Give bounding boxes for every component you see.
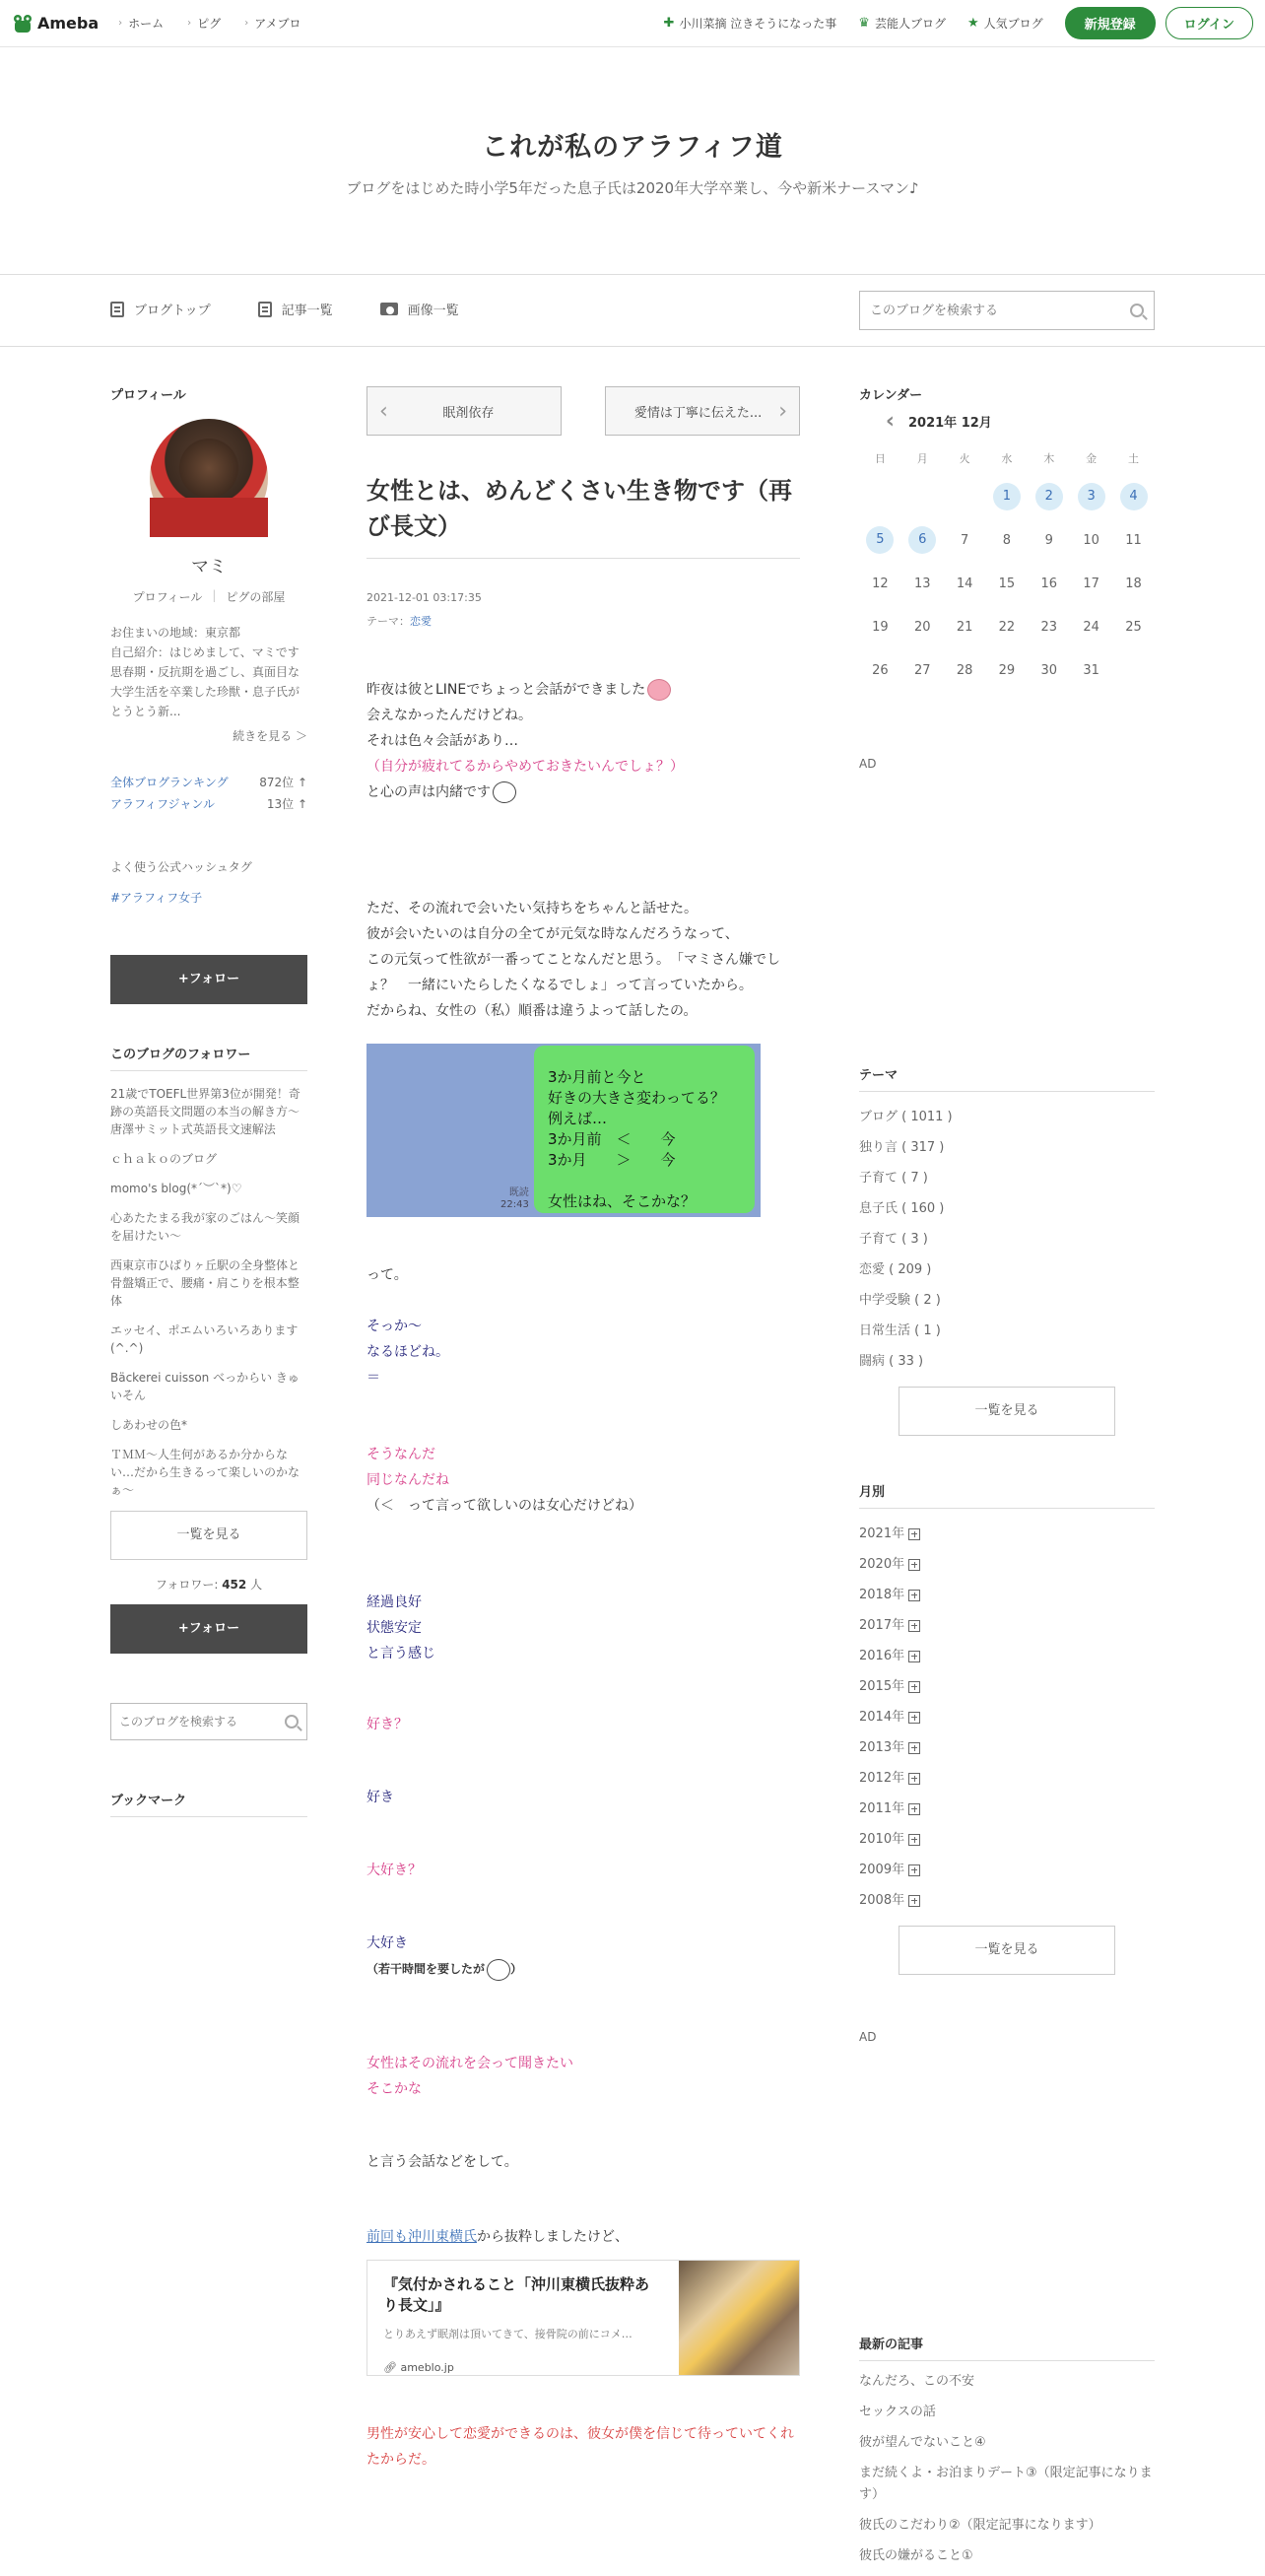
calendar-day[interactable] [859, 518, 901, 562]
blog-subtitle: ブログをはじめた時小学5年だった息子氏は2020年大学卒業し、今や新米ナースマン♪ [346, 179, 919, 197]
expand-icon[interactable] [908, 1559, 920, 1571]
card-url-text: ameblo.jp [400, 2361, 454, 2374]
follower-item[interactable]: ＴＭＭ～人生何があるか分からない…だから生きるって楽しいのかなぁ～ [110, 1448, 300, 1497]
calendar-day: 18 [1125, 576, 1142, 591]
next-article-button[interactable] [605, 386, 800, 436]
calendar-day: 11 [1125, 532, 1142, 548]
face-emoji-icon [493, 781, 516, 803]
chevron-left-icon[interactable]: ‹ [885, 409, 895, 434]
previous-post-link[interactable]: 前回も沖川東横氏 [366, 2229, 477, 2245]
tab-blog-top-label: ブログトップ [134, 304, 211, 318]
theme-item[interactable]: 子育て ( 7 ) [859, 1171, 928, 1186]
theme-item[interactable]: 息子氏 ( 160 ) [859, 1201, 945, 1216]
line-time: 22:43 [500, 1199, 529, 1210]
theme-item[interactable]: 中学受験 ( 2 ) [859, 1293, 941, 1308]
body-text: それは色々会話があり… [366, 733, 518, 749]
calendar-day: 19 [872, 619, 889, 635]
calendar-day: 20 [914, 619, 931, 635]
article-title: 女性とは、めんどくさい生き物です（再び長文） [366, 473, 800, 559]
expand-icon[interactable] [908, 1712, 920, 1724]
month-item[interactable]: 2020年 [859, 1557, 905, 1572]
calendar-day: 8 [1002, 532, 1012, 548]
follower-item[interactable]: Bäckerei cuisson べっからい きゅいそん [110, 1371, 300, 1402]
recent-item[interactable]: 彼氏のこだわり②（限定記事になります） [859, 2518, 1101, 2533]
trending-link[interactable] [664, 15, 837, 32]
ameba-frog-icon [12, 13, 33, 34]
chevron-left-icon: ‹ [379, 398, 388, 424]
theme-label: テーマ： [366, 615, 410, 628]
follower-item[interactable]: momo's blog(*´︶`*)♡ [110, 1182, 242, 1195]
top-nav [118, 15, 300, 32]
line-text: 好きの大きさ変わってる？ [548, 1089, 725, 1107]
star-icon: ★ [966, 16, 979, 31]
calendar-day: 30 [1040, 662, 1058, 678]
month-item[interactable]: 2018年 [859, 1588, 905, 1602]
calendar-day[interactable] [901, 518, 944, 562]
blog-search [859, 291, 1155, 330]
line-read-time [500, 1187, 529, 1211]
follower-item[interactable]: 心あたたまる我が家のごはん〜笑顔を届けたい〜 [110, 1211, 300, 1243]
calendar-day: 21 [956, 619, 973, 635]
themes-heading: テーマ [859, 1064, 1155, 1092]
body-text-navy: そっか〜 [366, 1319, 422, 1334]
body-text: って。 [366, 1267, 408, 1283]
body-text: 昨夜は彼とLINEでちょっと会話ができました [366, 682, 646, 698]
line-text: 女性はね、そこかな？ [548, 1192, 697, 1210]
expand-icon[interactable] [908, 1681, 920, 1693]
calendar-day: 29 [998, 662, 1016, 678]
follower-count-unit: 人 [246, 1578, 263, 1592]
weekday: 木 [1043, 452, 1055, 465]
article [366, 386, 800, 2473]
calendar-heading: カレンダー [859, 388, 923, 403]
article-meta [366, 586, 800, 634]
tab-image-list-label: 画像一覧 [407, 304, 459, 318]
calendar-day[interactable] [1028, 475, 1070, 518]
line-text: 3か月 ＞ 今 [548, 1151, 676, 1169]
global-header [0, 0, 1265, 47]
theme-link[interactable]: 恋愛 [410, 615, 432, 628]
signup-button[interactable]: 新規登録 [1065, 7, 1156, 39]
chevron-right-icon: › [244, 18, 249, 29]
body-text: だからね、女性の（私）順番は違うよって話したの。 [366, 1003, 698, 1019]
calendar-day: 28 [956, 662, 973, 678]
bookmark-heading: ブックマーク [110, 1790, 307, 1817]
calendar-day-number: 6 [908, 526, 936, 554]
month-item[interactable]: 2011年 [859, 1801, 905, 1816]
trending-label: 小川菜摘 泣きそうになった事 [679, 17, 837, 31]
expand-icon[interactable] [908, 1834, 920, 1846]
logo-text: Ameba [37, 14, 100, 33]
body-text-pink: そこかな [366, 2081, 422, 2097]
pig-emoji-icon [647, 679, 671, 701]
ad-label-2: AD [859, 2030, 877, 2044]
login-button[interactable]: ログイン [1165, 7, 1253, 39]
themes-list [859, 1102, 1155, 1377]
nav-home[interactable] [118, 15, 164, 32]
body-text: （＜ って言って欲しいのは女心だけどね） [366, 1498, 642, 1514]
line-text: 3か月前と今と [548, 1068, 646, 1086]
follower-item[interactable]: エッセイ、ポエムいろいろあります(^.^) [110, 1323, 299, 1355]
blog-search-input[interactable] [870, 304, 1130, 318]
nav-pigg[interactable] [187, 15, 221, 32]
theme-item[interactable]: 日常生活 ( 1 ) [859, 1323, 941, 1338]
month-item[interactable]: 2016年 [859, 1649, 905, 1663]
line-text [548, 1171, 755, 1191]
line-text: 例えば… [548, 1110, 608, 1127]
follower-item[interactable]: しあわせの色* [110, 1418, 188, 1432]
monthly-heading: 月別 [859, 1481, 1155, 1509]
calendar-day[interactable] [1070, 475, 1112, 518]
follower-item[interactable]: ｃｈａｋｏのブログ [110, 1152, 218, 1166]
divider: | [212, 588, 217, 602]
nav-ameblo-label: アメブロ [254, 17, 301, 31]
weekday: 月 [916, 452, 928, 465]
profile-heading: プロフィール [110, 388, 186, 403]
calendar-day-number: 4 [1120, 483, 1148, 510]
article-pager [366, 386, 800, 436]
month-item[interactable]: 2008年 [859, 1893, 905, 1908]
ad-label: AD [859, 757, 877, 771]
calendar-day: 27 [914, 662, 931, 678]
calendar-day: 15 [998, 576, 1016, 591]
recent-heading: 最新の記事 [859, 2334, 1155, 2361]
crown-icon: ♛ [858, 16, 870, 31]
theme-item[interactable]: 独り言 ( 317 ) [859, 1140, 945, 1155]
follower-count-label: フォロワー: [155, 1578, 223, 1592]
follower-item[interactable]: 西東京市ひばりヶ丘駅の全身整体と骨盤矯正で、腰痛・肩こりを根本整体 [110, 1258, 300, 1308]
profile-links [110, 588, 307, 605]
calendar-day-number: 1 [993, 483, 1021, 510]
genre-ranking-value: 13位 ↑ [266, 797, 307, 811]
chevron-right-icon: › [187, 18, 192, 29]
search-icon[interactable] [285, 1715, 299, 1729]
month-item[interactable]: 2017年 [859, 1618, 905, 1633]
tab-image-list[interactable] [380, 300, 459, 318]
month-item[interactable]: 2009年 [859, 1863, 905, 1877]
calendar-day: 23 [1040, 619, 1058, 635]
celebrity-blog-link[interactable] [858, 15, 946, 32]
body-text-pink: 同じなんだね [366, 1472, 449, 1488]
followers-heading: このブログのフォロワー [110, 1044, 307, 1071]
calendar-day: 10 [1083, 532, 1099, 548]
card-description: とりあえず眠剤は頂いてきて、接骨院の前にコメ… [383, 2328, 632, 2340]
blog-header [0, 48, 1265, 275]
profile-description: お住まいの地域：東京都 自己紹介：はじめまして、マミです 思春期・反抗期を過ごし、真面目な大学生活を卒業した珍獣・息子氏がとうとう新... [110, 626, 300, 718]
followers-see-all-button[interactable]: 一覧を見る [110, 1511, 307, 1560]
expand-icon[interactable] [908, 1620, 920, 1632]
hashtag-link[interactable]: #アラフィフ女子 [110, 891, 203, 905]
body-text-pink: 大好き？ [366, 1863, 422, 1878]
search-icon[interactable] [1130, 304, 1144, 317]
hashtag-title: よく使う公式ハッシュタグ [110, 860, 252, 874]
copy-icon [258, 302, 272, 317]
month-item[interactable]: 2010年 [859, 1832, 905, 1847]
body-text: から抜粋しましたけど、 [477, 2229, 629, 2245]
calendar-day-number: 3 [1078, 483, 1105, 510]
body-text-navy: 大好き [366, 1935, 408, 1951]
line-read-label: 既読 [508, 1187, 529, 1198]
body-text: 彼が会いたいのは自分の全てが元気な時なんだろうなって、 [366, 926, 739, 942]
body-text: ） [510, 1962, 523, 1976]
tab-article-list-label: 記事一覧 [281, 304, 333, 318]
calendar-grid [859, 441, 1155, 692]
overall-ranking-value: 872位 ↑ [259, 776, 307, 789]
sidebar-search [110, 1703, 307, 1740]
calendar-day-number: 2 [1035, 483, 1063, 510]
body-text: 会えなかったんだけどね。 [366, 708, 532, 723]
overall-ranking-link[interactable]: 全体ブログランキング [110, 776, 229, 789]
recent-item[interactable]: セックスの話 [859, 2405, 936, 2419]
profile-link[interactable]: プロフィール [132, 590, 203, 604]
month-item[interactable]: 2021年 [859, 1526, 905, 1541]
body-text-navy: と言う感じ [366, 1646, 435, 1661]
line-text: 3か月前 ＜ 今 [548, 1130, 676, 1148]
left-sidebar [110, 384, 307, 1817]
weekday: 金 [1086, 452, 1098, 465]
next-article-label: 愛情は丁寧に伝えた... [633, 405, 763, 421]
theme-item[interactable]: 闘病 ( 33 ) [859, 1354, 924, 1369]
calendar-day: 7 [960, 532, 969, 548]
calendar-day[interactable] [1112, 475, 1155, 518]
ranking [110, 772, 307, 815]
month-item[interactable]: 2014年 [859, 1710, 905, 1725]
weekday: 土 [1128, 452, 1140, 465]
body-text: この元気って性欲が一番ってことなんだと思う。 「マミさん嫌でしょ？ 一緒にいたらしたくなるでしょ」って言っていたから。 [366, 952, 780, 993]
blog-nav [0, 274, 1265, 347]
popular-blog-label: 人気ブログ [983, 17, 1043, 31]
body-text-pink: （自分が疲れてるからやめておきたいんでしょ？） [366, 759, 684, 775]
monthly-see-all-button[interactable]: 一覧を見る [899, 1926, 1115, 1975]
follow-button[interactable]: +フォロー [110, 955, 307, 1004]
calendar-day: 14 [956, 576, 973, 591]
body-text-red: 男性が安心して恋愛ができるのは、彼女が僕を信じて待っていてくれたからだ。 [366, 2426, 794, 2468]
calendar-day[interactable] [985, 475, 1028, 518]
calendar-day: 17 [1083, 576, 1099, 591]
sidebar-search-input[interactable] [119, 1715, 285, 1729]
body-text-navy: 経過良好 [366, 1594, 422, 1610]
body-text: と心の声は内緒です [366, 784, 491, 800]
calendar-day: 16 [1040, 576, 1058, 591]
body-text-pink: 女性はその流れを会って聞きたい [366, 2056, 573, 2071]
genre-ranking-link[interactable]: アラフィフジャンル [110, 797, 216, 811]
weekday: 日 [874, 452, 886, 465]
see-more-link[interactable]: 続きを見る ＞ [233, 729, 307, 743]
pigg-room-link[interactable]: ピグの部屋 [226, 590, 286, 604]
month-item[interactable]: 2013年 [859, 1740, 905, 1755]
calendar-day: 24 [1083, 619, 1099, 635]
prev-article-label: 眠剤依存 [442, 405, 495, 421]
avatar[interactable] [150, 419, 268, 537]
card-url [383, 2355, 663, 2381]
follower-count-value: 452 [222, 1578, 247, 1592]
document-icon [110, 302, 124, 317]
calendar-day: 31 [1083, 662, 1099, 678]
tab-blog-top[interactable] [110, 300, 211, 318]
recent-item[interactable]: なんだろ、この不安 [859, 2374, 975, 2389]
calendar-day: 9 [1044, 532, 1053, 548]
body-text: （若干時間を要したが [366, 1962, 486, 1976]
body-text: と言う会話などをして。 [366, 2154, 518, 2170]
follow-button-2[interactable]: +フォロー [110, 1604, 307, 1654]
calendar-month: 2021年 12月 [908, 416, 992, 431]
follower-item[interactable]: 21歳でTOEFL世界第3位が開発！奇跡の英語長文問題の本当の解き方〜唐澤サミット式英語長文速解法 [110, 1087, 300, 1136]
body-text-navy: 状態安定 [366, 1620, 422, 1636]
body-text-pink: そうなんだ [366, 1447, 435, 1462]
recent-item[interactable]: 彼が望んでないこと④ [859, 2435, 986, 2450]
calendar-header [859, 409, 1155, 434]
month-item[interactable]: 2015年 [859, 1679, 905, 1694]
link-icon: 🔗︎ [383, 2361, 401, 2374]
top-right [664, 7, 1253, 39]
card-thumbnail [679, 2261, 799, 2375]
theme-item[interactable]: 恋愛 ( 209 ) [859, 1262, 932, 1277]
nav-ameblo[interactable] [244, 15, 300, 32]
expand-icon[interactable] [908, 1528, 920, 1540]
recent-item[interactable]: 彼氏の嫌がること① [859, 2548, 973, 2563]
chevron-right-icon: › [778, 398, 787, 424]
calendar-day: 12 [872, 576, 889, 591]
weekday: 水 [1001, 452, 1013, 465]
line-message-bubble [534, 1046, 755, 1213]
blog-title[interactable]: これが私のアラフィフ道 [482, 132, 783, 163]
right-sidebar [859, 384, 1155, 2576]
expand-icon[interactable] [908, 1803, 920, 1815]
body-text: ただ、その流れで会いたい気持ちをちゃんと話せた。 [366, 901, 698, 916]
face-emoji-icon [487, 1959, 510, 1981]
themes-see-all-button[interactable]: 一覧を見る [899, 1387, 1115, 1436]
tab-article-list[interactable] [258, 300, 333, 318]
calendar-day: 25 [1125, 619, 1142, 635]
nav-home-label: ホーム [128, 17, 165, 31]
camera-icon [380, 303, 398, 315]
theme-item[interactable]: 子育て ( 3 ) [859, 1232, 928, 1247]
month-item[interactable]: 2012年 [859, 1771, 905, 1786]
plus-icon: ✚ [663, 16, 675, 31]
expand-icon[interactable] [908, 1742, 920, 1754]
theme-item[interactable]: ブログ ( 1011 ) [859, 1110, 953, 1124]
body-text-navy: ＝ [366, 1370, 380, 1386]
calendar-day: 26 [872, 662, 889, 678]
expand-icon[interactable] [908, 1895, 920, 1907]
celebrity-blog-label: 芸能人ブログ [874, 17, 946, 31]
article-date: 2021-12-01 03:17:35 [366, 591, 482, 604]
prev-article-button[interactable] [366, 386, 562, 436]
card-title: 『気付かされること「沖川東横氏抜粋あり長文」』 [383, 2275, 650, 2314]
expand-icon[interactable] [908, 1651, 920, 1662]
calendar-day: 22 [998, 619, 1016, 635]
monthly-list [859, 1519, 1155, 1916]
body-text-navy: なるほどね。 [366, 1344, 449, 1360]
profile-name[interactable]: マミ [191, 557, 227, 577]
chevron-right-icon: › [118, 18, 123, 29]
body-text-pink: 好き？ [366, 1717, 408, 1732]
followers-list [110, 1085, 307, 1499]
nav-pigg-label: ピグ [197, 17, 222, 31]
expand-icon[interactable] [908, 1773, 920, 1785]
line-screenshot-image[interactable] [366, 1044, 761, 1217]
ameba-logo[interactable] [12, 13, 99, 34]
calendar-day-number: 5 [866, 526, 894, 554]
recent-item[interactable]: まだ続くよ・お泊まりデート③（限定記事になります） [859, 2466, 1153, 2502]
follower-count [110, 1576, 307, 1593]
body-text-navy: 好き [366, 1790, 394, 1805]
expand-icon[interactable] [908, 1590, 920, 1601]
weekday: 火 [959, 452, 970, 465]
calendar-day: 13 [914, 576, 931, 591]
expand-icon[interactable] [908, 1864, 920, 1876]
popular-blog-link[interactable] [967, 15, 1043, 32]
article-body [366, 677, 800, 2473]
blog-card-link[interactable] [366, 2260, 800, 2376]
recent-list [859, 2371, 1155, 2567]
